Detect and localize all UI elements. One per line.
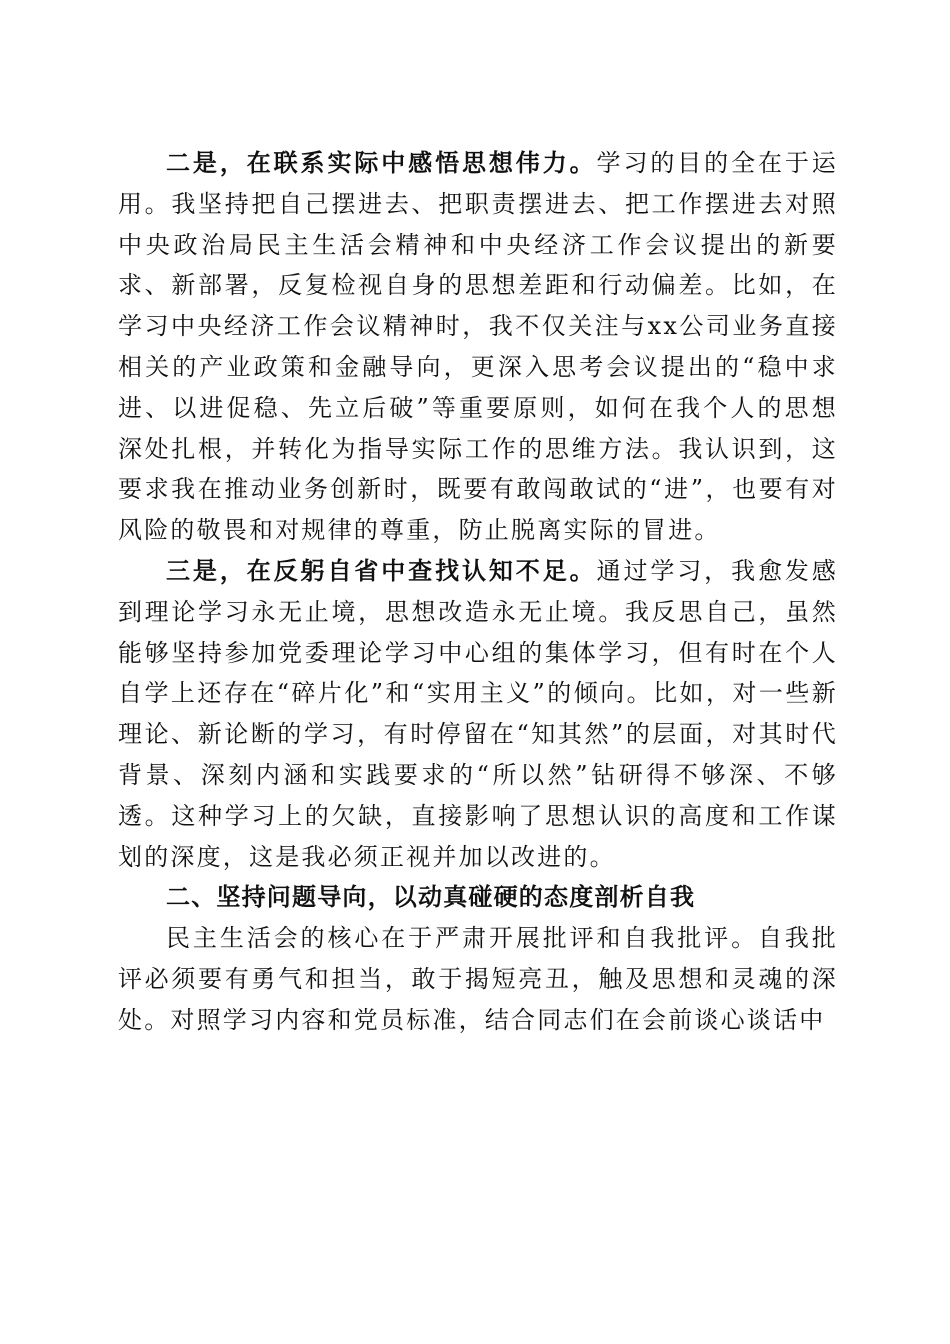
paragraph-three-lead: 三是，在反躬自省中查找认知不足。: [166, 555, 597, 585]
closing-paragraph: 民主生活会的核心在于严肃开展批评和自我批评。自我批评必须要有勇气和担当，敢于揭短亮丑，触及思想和灵魂的深处。对照学习内容和党员标准，结合同志们在会前谈心谈话中: [118, 924, 838, 1034]
paragraph-three-body: 通过学习，我愈发感到理论学习永无止境，思想改造永无止境。我反思自己，虽然能够坚持参加党委理论学习中心组的集体学习，但有时在个人自学上还存在“碎片化”和“实用主义”的倾向。比如，对一些新理论、新论断的学习，有时停留在“知其然”的层面，对其时代背景、深刻内涵和实践要求的“所以然”钻研得不够深、不够透。这种学习上的欠缺，直接影响了思想认识的高度和工作谋划的深度，这是我必须正视并加以改进的。: [118, 556, 838, 871]
paragraph-three: [118, 551, 838, 877]
paragraph-two-lead: 二是，在联系实际中感悟思想伟力。: [166, 148, 597, 177]
paragraph-two-body: 学习的目的全在于运用。我坚持把自己摆进去、把职责摆进去、把工作摆进去对照中央政治局民主生活会精神和中央经济工作会议提出的新要求、新部署，反复检视自身的思想差距和行动偏差。比如，在学习中央经济工作会议精神时，我不仅关注与xx公司业务直接相关的产业政策和金融导向，更深入思考会议提出的“稳中求进、以进促稳、先立后破”等重要原则，如何在我个人的思想深处扎根，并转化为指导实际工作的思维方法。我认识到，这要求我在推动业务创新时，既要有敢闯敢试的“进”，也要有对风险的敬畏和对规律的尊重，防止脱离实际的冒进。: [118, 149, 838, 545]
paragraph-two: [118, 143, 838, 551]
section-heading: 二、坚持问题导向，以动真碰硬的态度剖析自我: [166, 883, 696, 912]
document-body: [118, 143, 838, 1041]
